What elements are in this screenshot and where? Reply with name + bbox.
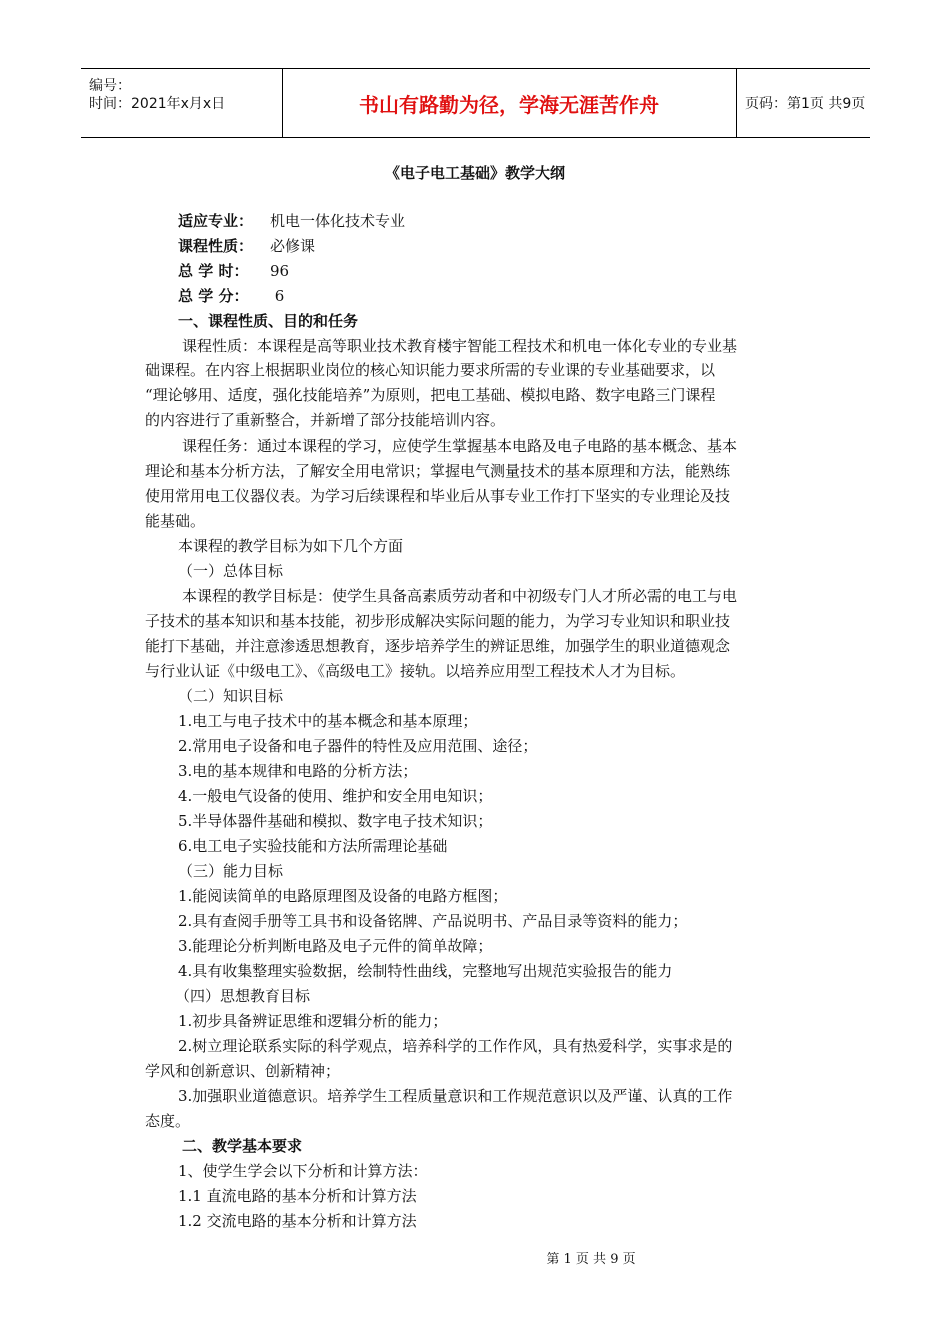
list-item: 3.加强职业道德意识。培养学生工程质量意识和工作规范意识以及严谨、认真的工作 [178,1087,733,1105]
section-heading-2: 二、教学基本要求 [182,1137,303,1155]
doc-time-label: 时间：2021年x月x日 [89,96,226,112]
list-item: 1.电工与电子技术中的基本概念和基本原理； [178,712,478,730]
subsection-heading: （一）总体目标 [178,562,284,580]
list-item: 1.初步具备辨证思维和逻辑分析的能力； [178,1012,448,1030]
paragraph-line: 础课程。在内容上根据职业岗位的核心知识能力要求所需的专业课的专业基础要求，以 [145,361,716,379]
meta-value: 机电一体化技术专业 [270,212,406,230]
list-item: 2.常用电子设备和电子器件的特性及应用范围、途径； [178,737,538,755]
paragraph-line: 能基础。 [145,512,206,530]
meta-value: 6 [270,287,285,305]
meta-key: 总 学 分： [178,287,249,305]
paragraph-line: 理论和基本分析方法，了解安全用电常识；掌握电气测量技术的基本原理和方法，能熟练 [145,462,731,480]
meta-value: 必修课 [270,237,316,255]
paragraph-line: 态度。 [145,1112,191,1130]
header-info-cell [81,69,283,137]
meta-row-major [178,211,405,231]
list-item: 4.具有收集整理实验数据，绘制特性曲线，完整地写出规范实验报告的能力 [178,962,673,980]
meta-row-credits [178,286,284,306]
paragraph-line: 本课程的教学目标为如下几个方面 [178,537,404,555]
header-table [81,68,870,138]
paragraph-line: 课程性质：本课程是高等职业技术教育楼宇智能工程技术和机电一体化专业的专业基 [182,337,738,355]
paragraph-line: 能打下基础，并注意渗透思想教育，逐步培养学生的辨证思维，加强学生的职业道德观念 [145,637,731,655]
paragraph-line: 本课程的教学目标是：使学生具备高素质劳动者和中初级专门人才所必需的电工与电 [182,587,738,605]
meta-row-nature [178,236,315,256]
header-page-label: 页码：第1页 共9页 [745,96,866,112]
paragraph-line: 课程任务：通过本课程的学习，应使学生掌握基本电路及电子电路的基本概念、基本 [182,437,738,455]
doc-number-label: 编号： [89,78,131,94]
subsection-heading: （三）能力目标 [178,862,284,880]
subsection-heading: （四）思想教育目标 [175,987,311,1005]
list-item: 2.具有查阅手册等工具书和设备铭牌、产品说明书、产品目录等资料的能力； [178,912,688,930]
list-item: 1、使学生学会以下分析和计算方法： [178,1162,428,1180]
list-item: 6.电工电子实验技能和方法所需理论基础 [178,837,448,855]
paragraph-line: 子技术的基本知识和基本技能，初步形成解决实际问题的能力，为学习专业知识和职业技 [145,612,731,630]
list-item: 1.2 交流电路的基本分析和计算方法 [178,1212,417,1230]
list-item: 5.半导体器件基础和模拟、数字电子技术知识； [178,812,493,830]
list-item: 1.1 直流电路的基本分析和计算方法 [178,1187,417,1205]
meta-value: 96 [270,262,290,280]
subsection-heading: （二）知识目标 [178,687,284,705]
footer-page-number: 第 1 页 共 9 页 [546,1252,636,1267]
paragraph-line: 学风和创新意识、创新精神； [145,1062,341,1080]
paragraph-line: 的内容进行了重新整合，并新增了部分技能培训内容。 [145,411,506,429]
list-item: 4.一般电气设备的使用、维护和安全用电知识； [178,787,493,805]
header-motto: 书山有路勤为径，学海无涯苦作舟 [282,69,737,137]
paragraph-line: “理论够用、适度，强化技能培养”为原则，把电工基础、模拟电路、数字电路三门课程 [145,386,716,404]
meta-row-hours [178,261,289,281]
meta-key: 总 学 时： [178,262,249,280]
doc-title: 《电子电工基础》教学大纲 [384,164,565,182]
page-footer [0,1248,950,1267]
meta-key: 课程性质： [178,237,254,255]
list-item: 1.能阅读简单的电路原理图及设备的电路方框图； [178,887,508,905]
section-heading-1: 一、课程性质、目的和任务 [178,312,359,330]
list-item: 2.树立理论联系实际的科学观点，培养科学的工作作风，具有热爱科学，实事求是的 [178,1037,733,1055]
list-item: 3.电的基本规律和电路的分析方法； [178,762,418,780]
paragraph-line: 使用常用电工仪器仪表。为学习后续课程和毕业后从事专业工作打下坚实的专业理论及技 [145,487,731,505]
paragraph-line: 与行业认证《中级电工》、《高级电工》接轨。以培养应用型工程技术人才为目标。 [145,662,686,680]
list-item: 3.能理论分析判断电路及电子元件的简单故障； [178,937,493,955]
meta-key: 适应专业： [178,212,254,230]
